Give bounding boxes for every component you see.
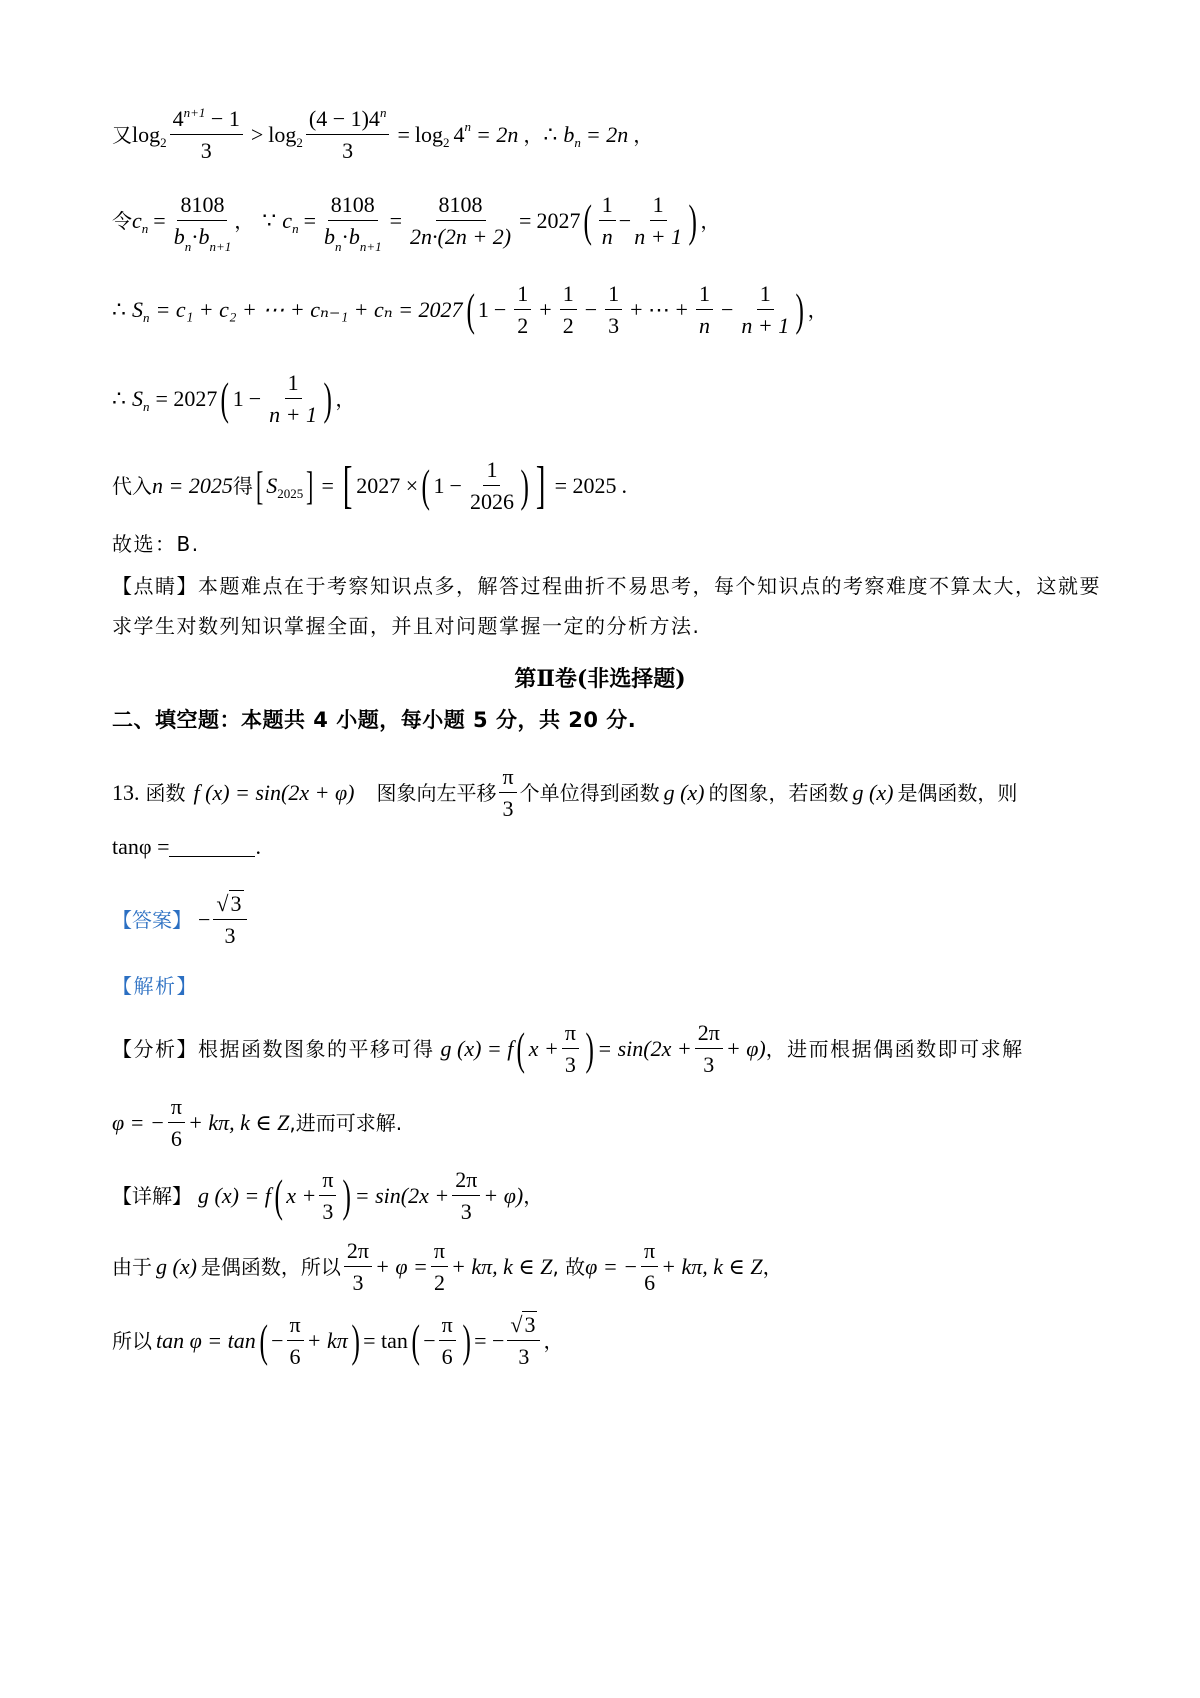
fraction: $\frac{\pi}{6}$ (641, 1240, 658, 1294)
question-13: 13. 函数 f (x) = sin(2x + φ) 图象向左平移 $\frac{\pi}{3}$ 个单位得到函数 g (x) 的图象，若函数 g (x) 是偶函数，则 (112, 764, 1018, 821)
answer-choice: 故选：B. (112, 532, 200, 556)
fraction: $\frac{1}{n}$ (599, 194, 616, 248)
fraction: $\frac{8108}{2n\cdot(2n + 2)}$ (410, 192, 512, 249)
section-heading: 二、填空题：本题共 4 小题，每小题 5 分，共 20 分. (112, 708, 637, 732)
fraction: $\frac{\pi}{3}$ (319, 1169, 336, 1223)
answer-blank[interactable] (169, 838, 255, 857)
answer-block: 【答案】 − $\frac{√3}{3}$ (112, 893, 250, 947)
question-13-blank: tanφ = . (112, 834, 261, 859)
equation-sum-telescoping: ∴ S n = c₁ + c₂ + ⋯ + cₙ₋₁ + cₙ = 2027 ( 1 − $\frac{1}{2}$ + $\frac{1}{2}$ − $\frac{1}{3}$ + ⋯ + $\frac{1}{n}$ − $\frac{1}{n + 1}$ ) ， (112, 281, 828, 338)
fraction: $\frac{\pi}{6}$ (168, 1096, 185, 1150)
comment-paragraph: 【点睛】本题难点在于考察知识点多，解答过程曲折不易思考，每个知识点的考察难度不算太大，这就要求学生对数列知识掌握全面，并且对问题掌握一定的分析方法. (112, 574, 1101, 638)
fraction: $\frac{√3}{3}$ (213, 893, 246, 947)
fraction: $\frac{√3}{3}$ (507, 1314, 540, 1368)
analysis-label: 【解析】 (112, 974, 198, 998)
fraction: $\frac{1}{3}$ (605, 283, 622, 337)
fraction: $\frac{(4 - 1)4^n}{3}$ (306, 108, 390, 162)
fraction: $\frac{2\pi}{3}$ (452, 1169, 480, 1223)
fraction: $\frac{1}{n + 1}$ (741, 281, 790, 338)
equation-cn-definition: 令 c n = $\frac{8108}{b_n\cdot b_{n+1}}$ ， ∵ c n = $\frac{8108}{b_n\cdot b_{n+1}}$ = $\frac{8108}{2n\cdot(2n + 2)}$ = 2027 ( $\frac{1}{n}$ − $\frac{1}{n + 1}$ ) ， (112, 192, 721, 254)
fraction: $\frac{\pi}{3}$ (562, 1022, 579, 1076)
analysis-line-2: φ = − $\frac{\pi}{6}$ + kπ, k ∈ Z ,进而可求解. (112, 1094, 403, 1151)
fraction: $\frac{8108}{b_n\cdot b_{n+1}}$ (323, 192, 382, 254)
since-line: 由于 g (x) 是偶函数，所以 $\frac{2\pi}{3}$ + φ = $\frac{\pi}{2}$ + kπ, k ∈ Z , 故 φ = − $\frac{\pi}{6}$ + kπ, k ∈ Z ， (112, 1238, 783, 1295)
fraction: $\frac{1}{n + 1}$ (634, 192, 683, 249)
fraction: $\frac{\pi}{3}$ (499, 766, 516, 820)
fraction: $\frac{\pi}{2}$ (431, 1240, 448, 1294)
fraction: $\frac{2\pi}{3}$ (695, 1022, 723, 1076)
analysis-line-1: 【分析】根据函数图象的平移可得 g (x) = f ( x + $\frac{\pi}{3}$ ) = sin(2x + $\frac{2\pi}{3}$ + φ) ，进而根据偶函数即可求解 (112, 1020, 1024, 1077)
fraction: $\frac{\pi}{6}$ (439, 1314, 456, 1368)
fraction: $\frac{4^{n+1} - 1}{3}$ (170, 108, 243, 162)
equation-sum-result: ∴ S n = 2027 ( 1 − $\frac{1}{n + 1}$ ) ， (112, 370, 356, 427)
fraction: $\frac{1}{2026}$ (469, 457, 514, 514)
detail-line: 【详解】 g (x) = f ( x + $\frac{\pi}{3}$ ) = sin(2x + $\frac{2\pi}{3}$ + φ) ， (112, 1167, 544, 1224)
fraction: $\frac{1}{2}$ (560, 283, 577, 337)
tan-line: 所以 tan φ = tan ( − $\frac{\pi}{6}$ + kπ ) = tan ( − $\frac{\pi}{6}$ ) = − $\frac{√3}{3}$ ， (112, 1312, 564, 1369)
fraction: $\frac{2\pi}{3}$ (344, 1240, 372, 1294)
fraction: $\frac{1}{n + 1}$ (269, 370, 318, 427)
section-title: 第Ⅱ卷(非选择题) (514, 666, 686, 692)
fraction: $\frac{\pi}{6}$ (287, 1314, 304, 1368)
equation-log-inequality: 又 log 2 $\frac{4^{n+1} - 1}{3}$ > log 2 $\frac{(4 - 1)4^n}{3}$ = log 2 4 n = 2n ， ∴ b n = 2n ， (112, 105, 654, 163)
fraction: $\frac{1}{n}$ (696, 283, 713, 337)
equation-substitute: 代入 n = 2025 得 [ S 2025 ] = [ 2027 × ( 1 − $\frac{1}{2026}$ ) ] = 2025 . (112, 457, 628, 514)
fraction: $\frac{8108}{b_n\cdot b_{n+1}}$ (173, 192, 232, 254)
fraction: $\frac{1}{2}$ (514, 283, 531, 337)
